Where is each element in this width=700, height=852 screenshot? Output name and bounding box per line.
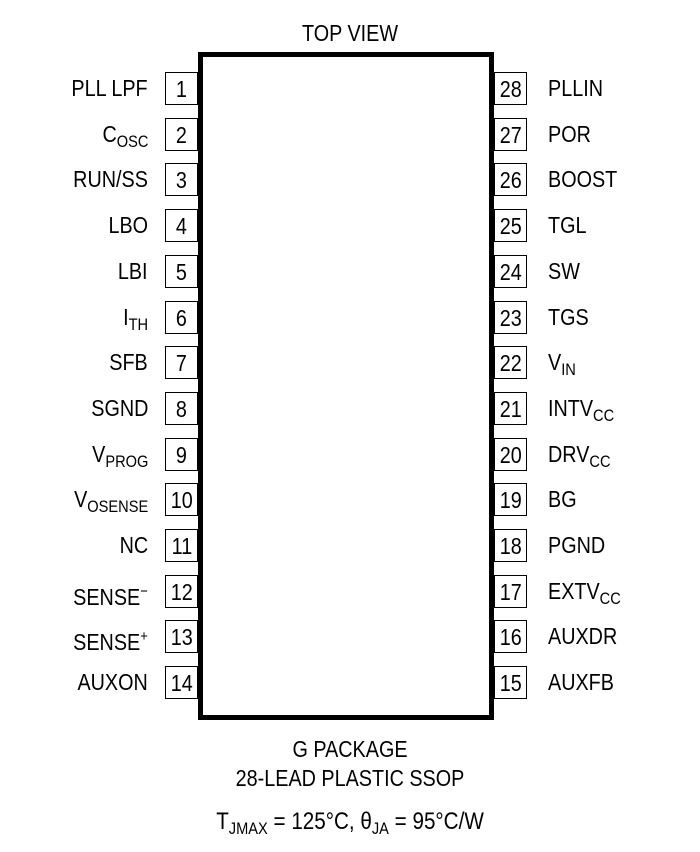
label-text: LBO xyxy=(108,212,148,239)
label-text: I xyxy=(123,303,129,330)
pin-6-label xyxy=(123,301,148,341)
label-text: PLL LPF xyxy=(71,75,148,101)
pin-number: 21 xyxy=(499,395,522,422)
pin-17-box xyxy=(494,575,527,608)
pin-number: 23 xyxy=(499,304,522,331)
pin-number: 11 xyxy=(171,533,192,559)
pin-21-label xyxy=(548,392,614,432)
pin-17-label xyxy=(548,575,621,615)
pin-20-label xyxy=(548,438,611,478)
subscript: OSENSE xyxy=(87,497,148,517)
label-text: SGND xyxy=(90,394,148,421)
label-text: SW xyxy=(548,257,580,284)
pin-8-label xyxy=(91,392,148,425)
pin-12-label xyxy=(73,575,148,614)
label-text: C xyxy=(102,120,117,147)
label-text: POR xyxy=(548,120,591,147)
pin-25-box xyxy=(494,209,527,242)
label-text: LBI xyxy=(118,257,148,284)
pin-number: 5 xyxy=(175,258,187,285)
pin-number: 18 xyxy=(499,533,522,559)
pin-number: 20 xyxy=(499,441,522,468)
superscript: + xyxy=(140,628,148,646)
pin-1-box xyxy=(165,72,198,105)
pin-13-box xyxy=(165,620,198,653)
pin-6-box xyxy=(165,301,198,334)
pin-number: 17 xyxy=(499,578,522,605)
pin-number: 6 xyxy=(175,304,187,331)
pin-9-label xyxy=(92,438,148,478)
pin-7-box xyxy=(165,346,198,379)
pin-number: 1 xyxy=(175,76,187,102)
pin-number: 7 xyxy=(175,350,187,377)
pin-16-label xyxy=(548,620,617,653)
label-text: INTV xyxy=(548,394,594,421)
label-text: PLLIN xyxy=(548,75,603,101)
top-view-title: TOP VIEW xyxy=(302,20,398,46)
label-text: AUXFB xyxy=(548,669,614,696)
package-type: 28-LEAD PLASTIC SSOP xyxy=(235,765,465,791)
pin-number: 8 xyxy=(175,395,187,422)
pin-3-box xyxy=(165,163,198,196)
pin-24-box xyxy=(494,255,527,288)
pin-19-box xyxy=(494,483,527,516)
label-text: = 125°C, θ xyxy=(267,808,372,835)
label-text: DRV xyxy=(548,440,590,467)
pin-number: 19 xyxy=(499,487,522,514)
pin-23-label xyxy=(548,301,589,334)
label-text: TGL xyxy=(548,212,587,239)
pin-2-box xyxy=(165,118,198,151)
pin-14-label xyxy=(78,666,148,699)
pin-11-label xyxy=(119,529,148,562)
pin-18-box xyxy=(494,529,527,562)
label-text: NC xyxy=(119,532,148,558)
pin-number: 9 xyxy=(175,441,187,468)
label-text: RUN/SS xyxy=(73,166,148,193)
pin-4-box xyxy=(165,209,198,242)
pin-number: 12 xyxy=(170,578,193,605)
pin-12-box xyxy=(165,575,198,608)
subscript: CC xyxy=(599,588,621,608)
pin-number: 25 xyxy=(499,213,522,240)
label-text: BG xyxy=(548,486,577,513)
pin-22-label xyxy=(548,346,576,386)
pin-21-box xyxy=(494,392,527,425)
subscript: CC xyxy=(589,451,611,471)
pin-number: 10 xyxy=(170,487,193,514)
pin-3-label xyxy=(73,163,148,196)
pin-number: 3 xyxy=(175,167,187,194)
pin-1-label xyxy=(72,72,148,105)
subscript: JA xyxy=(371,819,389,838)
pin-11-box xyxy=(165,529,198,562)
pin-number: 22 xyxy=(499,350,522,377)
pin-number: 28 xyxy=(499,76,522,102)
package-name: G PACKAGE xyxy=(292,736,408,762)
pin-18-label xyxy=(548,529,605,562)
pin-number: 16 xyxy=(499,624,522,651)
label-text: SENSE xyxy=(73,583,141,610)
pin-number: 13 xyxy=(170,624,193,651)
label-text: SENSE xyxy=(73,629,141,656)
subscript: OSC xyxy=(116,131,148,151)
label-text: EXTV xyxy=(548,577,600,604)
pin-25-label xyxy=(548,209,586,242)
pin-10-label xyxy=(74,483,148,523)
pin-13-label xyxy=(73,620,148,659)
pin-27-label xyxy=(548,118,591,151)
label-text: PGND xyxy=(548,532,606,558)
pin-number: 2 xyxy=(175,121,187,148)
label-text: TGS xyxy=(548,303,589,330)
label-text: V xyxy=(73,486,88,513)
pin-4-label xyxy=(108,209,148,242)
pin-24-label xyxy=(548,255,580,288)
pin-14-box xyxy=(165,666,198,699)
pin-22-box xyxy=(494,346,527,379)
pin-8-box xyxy=(165,392,198,425)
label-text: SFB xyxy=(109,349,148,376)
thermal-spec xyxy=(49,810,651,837)
ic-package-body xyxy=(198,52,494,720)
pin-number: 24 xyxy=(499,258,522,285)
label-text: AUXDR xyxy=(548,623,618,650)
pin-20-box xyxy=(494,438,527,471)
pin-26-box xyxy=(494,163,527,196)
label-text: V xyxy=(548,349,562,376)
label-text: V xyxy=(91,440,105,467)
pin-number: 4 xyxy=(175,213,187,240)
subscript: CC xyxy=(593,405,615,425)
pin-23-box xyxy=(494,301,527,334)
subscript: PROG xyxy=(104,451,148,471)
pin-number: 26 xyxy=(499,167,522,194)
label-text: T xyxy=(216,808,229,835)
pin-19-label xyxy=(548,483,577,516)
pin-28-label xyxy=(548,72,603,105)
label-text: AUXON xyxy=(77,669,148,696)
subscript: IN xyxy=(561,360,576,380)
pin-5-box xyxy=(165,255,198,288)
pin-27-box xyxy=(494,118,527,151)
pin-9-box xyxy=(165,438,198,471)
label-text: = 95°C/W xyxy=(388,808,484,835)
pin-number: 14 xyxy=(170,670,193,697)
subscript: JMAX xyxy=(228,819,268,838)
subscript: TH xyxy=(128,314,148,334)
pin-15-box xyxy=(494,666,527,699)
pin-16-box xyxy=(494,620,527,653)
label-text: BOOST xyxy=(548,166,618,193)
pin-26-label xyxy=(548,163,617,196)
pin-28-box xyxy=(494,72,527,105)
pin-7-label xyxy=(110,346,148,379)
pin-10-box xyxy=(165,483,198,516)
pin-2-label xyxy=(102,118,148,158)
pin-number: 15 xyxy=(499,670,522,697)
superscript: − xyxy=(140,582,148,600)
pin-5-label xyxy=(118,255,148,288)
pin-number: 27 xyxy=(499,121,522,148)
pin-15-label xyxy=(548,666,614,699)
